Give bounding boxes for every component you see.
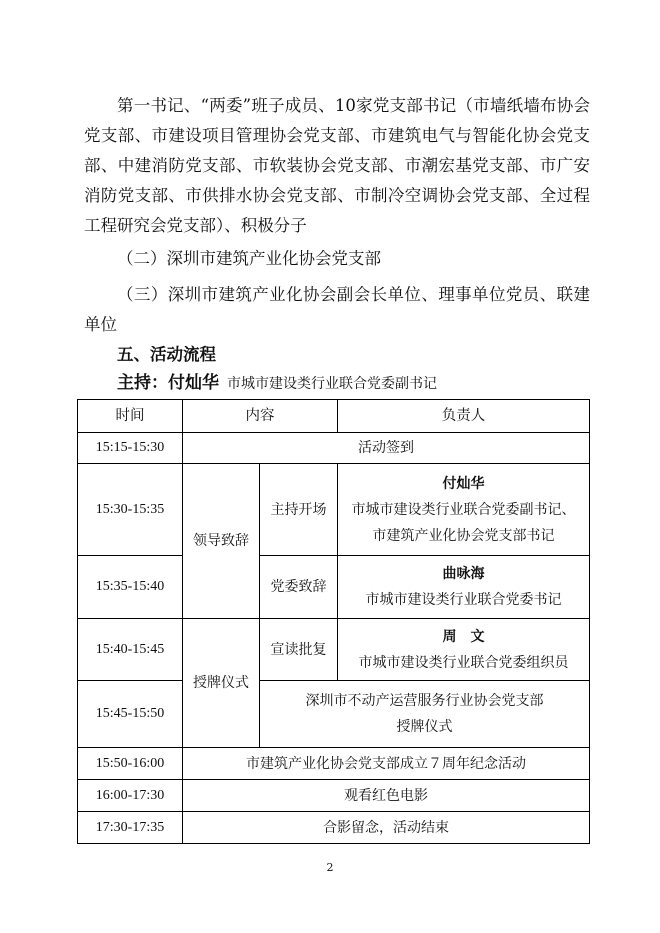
table-row [78, 433, 590, 464]
owner-title: 市城市建设类行业联合党委副书记、 [351, 501, 576, 518]
header-time: 时间 [78, 400, 183, 433]
row-time: 15:30-15:35 [78, 464, 183, 556]
owner-title: 市城市建设类行业联合党委组织员 [358, 654, 569, 671]
table-row [78, 556, 590, 619]
row-time: 15:35-15:40 [78, 556, 183, 619]
row-content [260, 681, 590, 748]
host-role: 市城市建设类行业联合党委副书记 [227, 376, 437, 392]
row-content: 活动签到 [183, 433, 590, 464]
table-row [78, 780, 590, 812]
owner-name: 周 文 [442, 628, 485, 645]
row-owner [338, 619, 590, 681]
row-time: 15:50-16:00 [78, 748, 183, 780]
row-content: 市建筑产业化协会党支部成立７周年纪念活动 [183, 748, 590, 780]
table-row [78, 619, 590, 681]
intro-paragraph-3: （三）深圳市建筑产业化协会副会长单位、理事单位党员、联建单位 [84, 285, 590, 334]
header-owner: 负责人 [338, 400, 590, 433]
row-item: 党委致辞 [260, 556, 338, 619]
row-time: 15:45-15:50 [78, 681, 183, 748]
row-item: 主持开场 [260, 464, 338, 556]
row-group: 领导致辞 [183, 464, 260, 619]
header-content: 内容 [183, 400, 338, 433]
table-row [78, 464, 590, 556]
table-header-row [78, 400, 590, 433]
section-heading: 五、活动流程 [117, 345, 216, 364]
host-label: 主持：付灿华 [117, 373, 219, 393]
row-time: 15:15-15:30 [78, 433, 183, 464]
table-row [78, 812, 590, 844]
page-number: 2 [326, 861, 334, 874]
host-line [117, 371, 437, 396]
owner-title: 市城市建设类行业联合党委书记 [365, 592, 562, 608]
table-row [78, 681, 590, 748]
owner-title: 市建筑产业化协会党支部书记 [372, 527, 555, 544]
ceremony-subtitle: 授牌仪式 [396, 719, 453, 735]
owner-name: 曲咏海 [442, 566, 485, 582]
row-content: 合影留念，活动结束 [183, 812, 590, 844]
row-time: 16:00-17:30 [78, 780, 183, 812]
row-time: 17:30-17:35 [78, 812, 183, 844]
row-owner [338, 464, 590, 556]
row-time: 15:40-15:45 [78, 619, 183, 681]
intro-paragraph-2: （二）深圳市建筑产业化协会党支部 [117, 249, 381, 268]
row-content: 观看红色电影 [183, 780, 590, 812]
row-item: 宣读批复 [260, 619, 338, 681]
ceremony-title: 深圳市不动产运营服务行业协会党支部 [305, 693, 544, 709]
owner-name: 付灿华 [442, 475, 485, 492]
row-owner [338, 556, 590, 619]
intro-paragraph-1: 第一书记、“两委”班子成员、10家党支部书记（市墙纸墙布协会党支部、市建设项目管理协会党支部、市建筑电气与智能化协会党支部、中建消防党支部、市软装协会党支部、市潮宏基党支部、市广安消防党支部、市供排水协会党支部、市制冷空调协会党支部、全过程工程研究会党支部）、积极分子 [84, 96, 590, 235]
table-row [78, 748, 590, 780]
schedule-table [77, 399, 590, 844]
row-group: 授牌仪式 [183, 619, 260, 748]
